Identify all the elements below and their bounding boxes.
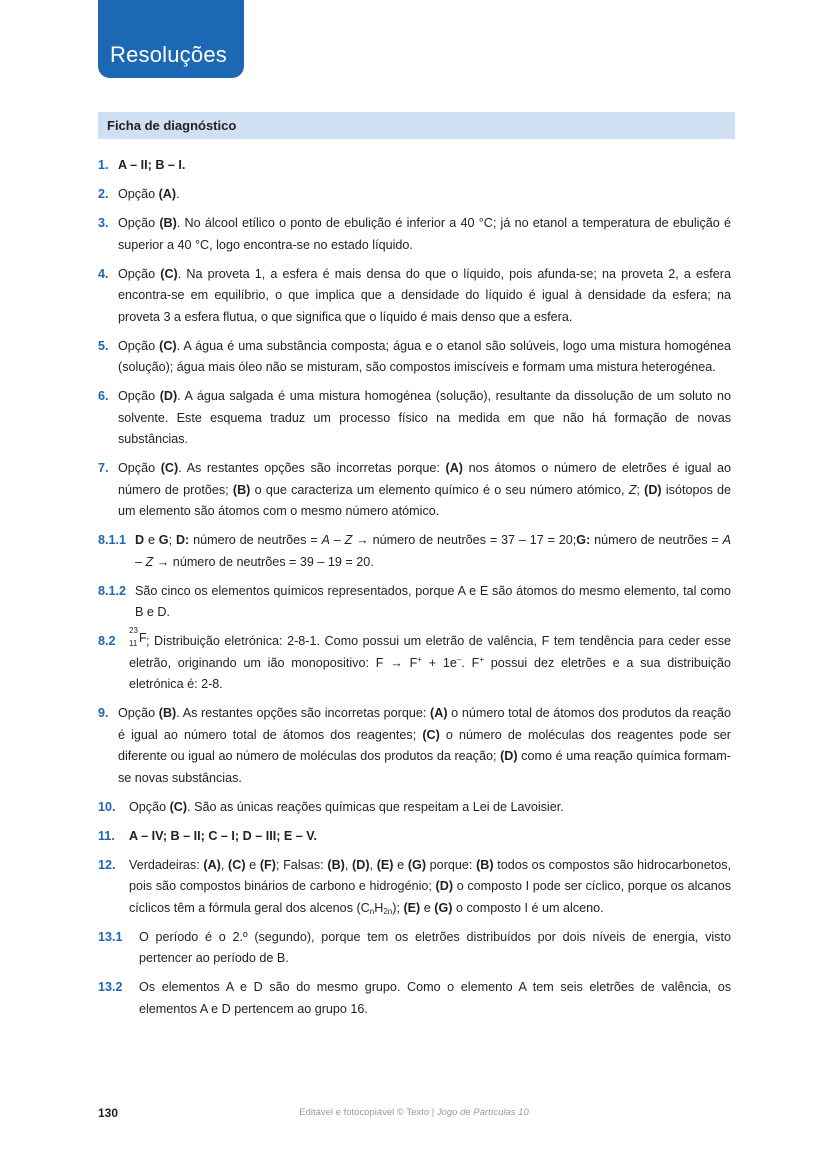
text-run: Opção: [118, 338, 160, 353]
footer-copyright: Editável e fotocopiável © Texto |: [299, 1107, 437, 1118]
answer-number: 1.: [98, 158, 109, 172]
bold-text: (D): [159, 389, 178, 403]
answer-number: 2.: [98, 187, 109, 201]
answer-item: [98, 581, 731, 624]
text-run: São cinco os elementos químicos representados, porque A e E são átomos do mesmo elemento, tal como B e D.: [135, 583, 731, 619]
text-run: ; Falsas:: [275, 857, 328, 872]
text-run: número de neutrões =: [590, 533, 723, 547]
text-run: O período é o 2.º (segundo), porque tem os eletrões distribuídos por dois níveis de energia, visto pertencer ao período de B.: [139, 929, 731, 965]
italic-text: A: [722, 533, 731, 547]
bold-text: (D): [352, 857, 370, 872]
bold-text: (B): [232, 482, 251, 497]
bold-text: (G): [407, 857, 427, 872]
answer-item: [98, 155, 731, 177]
page-number: 130: [98, 1106, 119, 1120]
italic-text: Z: [344, 533, 353, 547]
subscript: n: [369, 906, 375, 916]
answer-list: [98, 155, 731, 1028]
text-run: Opção: [118, 389, 160, 403]
answer-number: 13.2: [98, 980, 123, 994]
superscript: +: [479, 654, 484, 664]
answer-item: [98, 264, 731, 329]
answer-text: [118, 184, 731, 206]
answer-item: [98, 826, 731, 848]
answer-item: [98, 977, 731, 1020]
text-run: Opção: [118, 216, 160, 230]
text-run: Opção: [118, 706, 159, 720]
section-title: Ficha de diagnóstico: [107, 118, 237, 133]
superscript: +: [417, 654, 422, 664]
section-bar: [98, 112, 735, 139]
answer-text: [118, 703, 731, 789]
answer-text: [118, 386, 731, 451]
text-run: o número de moléculas dos reagentes pode ser diferente ou igual ao número de moléculas dos produtos da reação;: [118, 727, 731, 763]
answer-text: [139, 977, 731, 1020]
bold-text: (F): [259, 857, 276, 872]
bold-text: A – II; B – I.: [118, 158, 186, 172]
answer-item: [98, 530, 731, 573]
italic-text: A: [321, 533, 330, 547]
answer-item: [98, 703, 731, 789]
text-run: Verdadeiras:: [129, 857, 204, 872]
text-run: como é uma reação química formam-se novas substâncias.: [118, 749, 731, 785]
bold-text: (D): [435, 879, 454, 893]
text-run: .: [176, 187, 180, 201]
answer-item: [98, 386, 731, 451]
answer-number: 11.: [98, 828, 115, 843]
text-run: ;: [636, 482, 645, 497]
answer-item: [98, 855, 731, 920]
element-symbol: F: [139, 631, 147, 645]
answer-item: [98, 458, 731, 523]
answer-text: [118, 458, 731, 523]
bold-text: (B): [476, 857, 494, 872]
answer-text: [135, 581, 731, 624]
text-run: isótopos de um elemento são átomos com o mesmo número atómico.: [118, 482, 731, 518]
bold-text: (A): [445, 461, 463, 475]
answer-text: [129, 826, 731, 848]
answer-item: [98, 336, 731, 379]
superscript: –: [456, 654, 462, 664]
bold-text: D: [135, 533, 145, 547]
text-run: número de neutrões =: [189, 533, 322, 547]
text-run: );: [392, 900, 404, 915]
answer-number: 8.1.2: [98, 583, 127, 598]
text-run: . A água é uma substância composta; água e o etanol são solúveis, logo uma mistura homogénea (solução); água mais óleo não se misturam, são compostos imiscíveis e formam uma mistura heterogénea.: [118, 338, 731, 374]
answer-text: [118, 155, 731, 177]
answer-number: 8.2: [98, 634, 116, 648]
answer-text: [139, 927, 731, 970]
bold-text: (C): [169, 799, 188, 814]
footer-notice: [0, 1107, 828, 1118]
bold-text: (B): [159, 216, 177, 230]
text-run: –: [329, 533, 345, 547]
answer-text: [135, 530, 731, 573]
bold-text: (E): [403, 900, 421, 915]
text-run: . Na proveta 1, a esfera é mais densa do que o líquido, pois afunda-se; na proveta 2, a esfera encontra-se em equilíbrio, o que implica que a densidade do líquido é igual à densidade da esfera; na proveta 3 a esfera flutua, o que significa que o líquido é mais denso que a esfera.: [118, 266, 731, 324]
text-run: ; Distribuição eletrónica: 2-8-1. Como possui um eletrão de valência, F tem tendência para ceder esse eletrão, originando um ião monopositivo: F → F: [129, 634, 731, 670]
text-run: → número de neutrões = 39 – 19 = 20.: [153, 554, 374, 569]
nuclide-symbol: [129, 626, 147, 648]
answer-item: [98, 626, 731, 696]
bold-text: G: [158, 533, 169, 547]
answer-text: [129, 797, 731, 819]
text-run: todos os compostos são hidrocarbonetos, pois são compostos binários de carbono e hidrogénio;: [129, 857, 731, 893]
subscript: 2n: [383, 906, 393, 916]
answer-number: 4.: [98, 266, 109, 281]
answer-number: 7.: [98, 461, 109, 475]
bold-text: (D): [644, 482, 662, 497]
bold-text: (A): [158, 187, 177, 201]
answer-number: 13.1: [98, 929, 123, 944]
answer-number: 10.: [98, 799, 116, 814]
answer-number: 6.: [98, 389, 109, 403]
text-run: porque:: [426, 857, 477, 872]
bold-text: (C): [160, 266, 178, 281]
italic-text: Z: [145, 554, 154, 569]
answer-text: [118, 264, 731, 329]
bold-text: (B): [327, 857, 345, 872]
bold-text: (C): [159, 338, 177, 353]
footer-book-title: Jogo de Partículas 10: [436, 1107, 529, 1118]
text-run: ,: [220, 857, 229, 872]
text-run: Opção: [118, 187, 159, 201]
text-run: Opção: [129, 799, 170, 814]
bold-text: (B): [158, 706, 177, 720]
answer-text: [129, 855, 731, 920]
text-run: o que caracteriza um elemento químico é o seu número atómico,: [250, 482, 629, 497]
text-run: possui dez eletrões e a sua distribuição eletrónica é: 2-8.: [129, 655, 731, 691]
text-run: H: [374, 900, 384, 915]
text-run: → número de neutrões = 37 – 17 = 20;: [352, 533, 577, 547]
text-run: o composto I é um alceno.: [452, 900, 604, 915]
text-run: . A água salgada é uma mistura homogénea (solução), resultante da dissolução de um soluto no solvente. Este esquema traduz um processo físico na medida em que não há formação de novas substâncias.: [118, 389, 731, 446]
header-tab: [98, 0, 244, 78]
bold-text: D:: [175, 533, 190, 547]
page-header-title: Resoluções: [110, 42, 227, 67]
answer-item: [98, 927, 731, 970]
text-run: Opção: [118, 461, 161, 475]
text-run: . F: [461, 655, 480, 670]
answer-text: [118, 213, 731, 256]
answer-number: 8.1.1: [98, 533, 127, 547]
text-run: e: [245, 857, 260, 872]
answer-text: [118, 336, 731, 379]
bold-text: (C): [422, 727, 440, 742]
text-run: e: [393, 857, 408, 872]
text-run: . No álcool etílico o ponto de ebulição é inferior a 40 °C; já no etanol a temperatura de ebulição é superior a 40 °C, logo encontra-se no estado líquido.: [118, 216, 731, 252]
text-run: . São as únicas reações químicas que respeitam a Lei de Lavoisier.: [187, 799, 564, 814]
bold-text: G:: [576, 533, 591, 547]
bold-text: (E): [376, 857, 394, 872]
bold-text: (A): [203, 857, 221, 872]
text-run: e: [420, 900, 435, 915]
answer-number: 3.: [98, 216, 109, 230]
text-run: + 1e: [421, 655, 457, 670]
bold-text: (A): [430, 706, 448, 720]
atomic-number: 11: [129, 639, 138, 648]
answer-item: [98, 797, 731, 819]
answer-item: [98, 213, 731, 256]
answer-number: 5.: [98, 338, 109, 353]
answer-number: 9.: [98, 706, 109, 720]
text-run: o composto I pode ser cíclico, porque os alcanos cíclicos têm a fórmula geral dos alcenos (C: [129, 879, 732, 915]
text-run: Os elementos A e D são do mesmo grupo. Como o elemento A tem seis eletrões de valência, os elementos A e D pertencem ao grupo 16.: [139, 980, 731, 1016]
text-run: Opção: [118, 266, 161, 281]
italic-text: Z: [628, 482, 637, 497]
text-run: . As restantes opções são incorretas porque:: [178, 461, 446, 475]
answer-item: [98, 184, 731, 206]
bold-text: (D): [500, 749, 518, 763]
text-run: ,: [344, 857, 353, 872]
text-run: ,: [369, 857, 377, 872]
bold-text: (C): [160, 461, 179, 475]
text-run: ;: [168, 533, 176, 547]
answer-number: 12.: [98, 857, 116, 872]
text-run: nos átomos o número de eletrões é igual ao número de protões;: [118, 461, 732, 497]
text-run: –: [135, 554, 146, 569]
bold-text: (G): [434, 900, 453, 915]
text-run: o número total de átomos dos produtos da reação é igual ao número total de átomos dos reagentes;: [118, 706, 732, 742]
bold-text: (C): [228, 857, 246, 872]
answer-text: [129, 626, 731, 696]
text-run: e: [144, 533, 159, 547]
text-run: . As restantes opções são incorretas porque:: [176, 706, 431, 720]
bold-text: A – IV; B – II; C – I; D – III; E – V.: [129, 828, 318, 843]
mass-number: 23: [129, 626, 138, 635]
